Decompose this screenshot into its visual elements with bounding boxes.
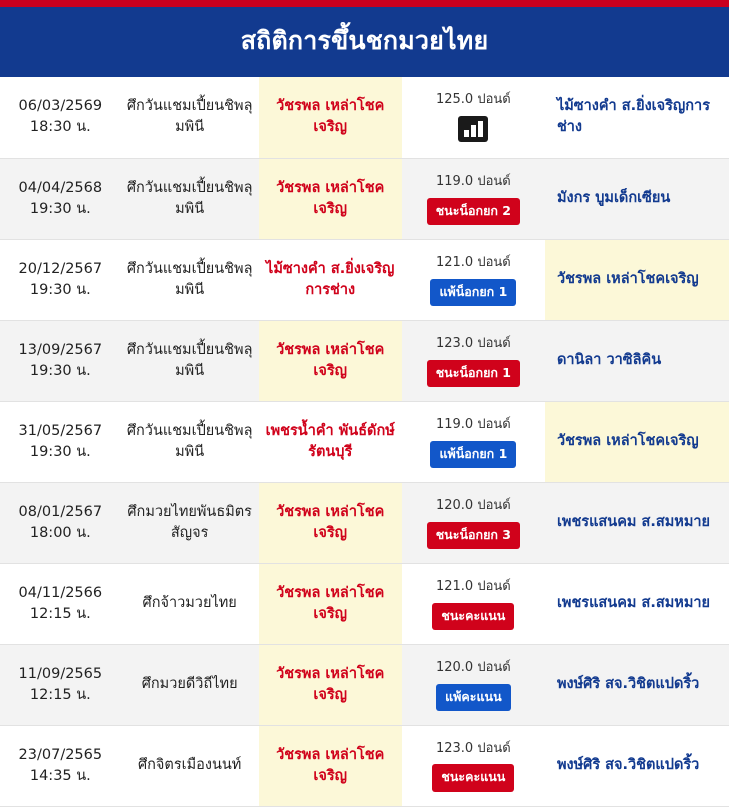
fight-date-cell [0,320,121,401]
opponent-name-cell[interactable]: ไม้ซางคำ ส.ยิ่งเจริญการช่าง [556,98,710,136]
fight-date-cell [0,563,121,644]
table-row[interactable] [0,320,729,401]
result-cell [402,563,545,644]
fighter-name-cell[interactable]: ไม้ซางคำ ส.ยิ่งเจริญการช่าง [266,260,395,298]
fight-date-cell [0,725,121,806]
event-name-cell: ศึกมวยไทยพันธมิตรสัญจร [121,482,259,563]
fight-date: 23/07/2565 [18,746,103,763]
table-body [0,77,729,806]
result-cell [402,482,545,563]
weight-label: 123.0 ปอนด์ [435,335,511,351]
fight-time: 19:30 น. [29,281,91,298]
fight-date-cell [0,401,121,482]
status-badge: ชนะน็อกยก 3 [427,522,520,549]
fighter-name-cell[interactable]: วัชรพล เหล่าโชคเจริญ [259,563,402,644]
opponent-name-cell[interactable]: วัชรพล เหล่าโชคเจริญ [545,239,729,320]
fight-date-cell [0,644,121,725]
opponent-name-cell[interactable]: ดานิลา วาซิลิคิน [545,320,729,401]
status-badge: แพ้น็อกยก 1 [430,279,516,306]
table-row[interactable] [0,563,729,644]
opponent-name-cell[interactable]: วัชรพล เหล่าโชคเจริญ [545,401,729,482]
top-accent-bar [0,0,729,7]
status-badge: ชนะคะแนน [432,764,514,791]
event-name-cell: ศึกวันแชมเปี้ยนชิพลุมพินี [121,158,259,239]
result-cell [402,401,545,482]
result-cell [402,158,545,239]
opponent-name-cell[interactable]: พงษ์ศิริ สจ.วิชิตแปดริ้ว [556,757,700,774]
table-row[interactable] [0,482,729,563]
result-cell [402,320,545,401]
event-name-cell: ศึกวันแชมเปี้ยนชิพลุมพินี [126,422,253,460]
fight-record-table [0,77,729,807]
opponent-name-cell[interactable]: เพชรแสนคม ส.สมหมาย [545,482,729,563]
weight-label: 121.0 ปอนด์ [435,578,511,594]
fighter-name-cell[interactable]: วัชรพล เหล่าโชคเจริญ [259,725,402,806]
status-badge: ชนะคะแนน [432,603,514,630]
event-name-cell: ศึกมวยดีวิถีไทย [121,644,259,725]
weight-label: 120.0 ปอนด์ [435,659,511,675]
fight-date-cell [0,77,121,158]
weight-label: 119.0 ปอนด์ [435,173,511,189]
fight-date: 04/04/2568 [18,179,103,196]
table-row[interactable] [0,77,729,158]
weight-label: 119.0 ปอนด์ [435,416,511,432]
weight-label: 120.0 ปอนด์ [435,497,511,513]
event-name-cell: ศึกวันแชมเปี้ยนชิพลุมพินี [126,260,253,298]
status-badge: ชนะน็อกยก 1 [427,360,520,387]
fight-time: 18:30 น. [29,119,91,136]
result-cell [402,725,545,806]
opponent-name-cell[interactable]: เพชรแสนคม ส.สมหมาย [556,595,711,612]
opponent-name-cell[interactable]: มังกร บูมเด็กเซียน [545,158,729,239]
opponent-name-cell[interactable]: พงษ์ศิริ สจ.วิชิตแปดริ้ว [545,644,729,725]
table-row[interactable] [0,725,729,806]
result-cell [402,239,545,320]
fight-time: 12:15 น. [29,605,91,622]
fight-date: 11/09/2565 [18,665,103,682]
bar-chart-icon[interactable] [458,116,488,142]
fight-date: 20/12/2567 [18,260,103,277]
fight-date: 04/11/2566 [18,584,103,601]
status-badge: ชนะน็อกยก 2 [427,198,520,225]
event-name-cell: ศึกจ้าวมวยไทย [142,595,237,612]
fighter-name-cell[interactable]: เพชรน้ำคำ พันธ์ดักษ์รัตนบุรี [265,422,395,460]
fighter-name-cell[interactable]: วัชรพล เหล่าโชคเจริญ [259,320,402,401]
result-cell [402,644,545,725]
fight-time: 14:35 น. [29,767,91,784]
table-row[interactable] [0,401,729,482]
fighter-name-cell[interactable]: วัชรพล เหล่าโชคเจริญ [259,77,402,158]
weight-label: 125.0 ปอนด์ [435,92,511,107]
fight-date: 13/09/2567 [18,341,103,358]
fight-date-cell [0,239,121,320]
fighter-name-cell[interactable]: วัชรพล เหล่าโชคเจริญ [259,158,402,239]
fight-date: 31/05/2567 [18,422,103,439]
fight-time: 19:30 น. [29,443,91,460]
fight-time: 12:15 น. [29,686,91,703]
table-row[interactable] [0,644,729,725]
fight-date: 08/01/2567 [18,503,103,520]
event-name-cell: ศึกวันแชมเปี้ยนชิพลุมพินี [121,320,259,401]
fight-time: 19:30 น. [29,200,91,217]
fighter-name-cell[interactable]: วัชรพล เหล่าโชคเจริญ [259,482,402,563]
status-badge: แพ้น็อกยก 1 [430,441,516,468]
event-name-cell: ศึกจิตรเมืองนนท์ [137,757,242,774]
fight-date-cell [0,158,121,239]
table-row[interactable] [0,158,729,239]
weight-label: 121.0 ปอนด์ [435,254,511,270]
fight-date: 06/03/2569 [18,98,103,115]
status-badge: แพ้คะแนน [436,684,511,711]
fight-time: 19:30 น. [29,362,91,379]
page-title: สถิติการขึ้นชกมวยไทย [0,7,729,77]
table-row[interactable] [0,239,729,320]
fight-time: 18:00 น. [29,524,91,541]
fight-date-cell [0,482,121,563]
result-cell [402,77,545,158]
weight-label: 123.0 ปอนด์ [435,740,511,756]
event-name-cell: ศึกวันแชมเปี้ยนชิพลุมพินี [126,98,253,136]
fighter-name-cell[interactable]: วัชรพล เหล่าโชคเจริญ [259,644,402,725]
